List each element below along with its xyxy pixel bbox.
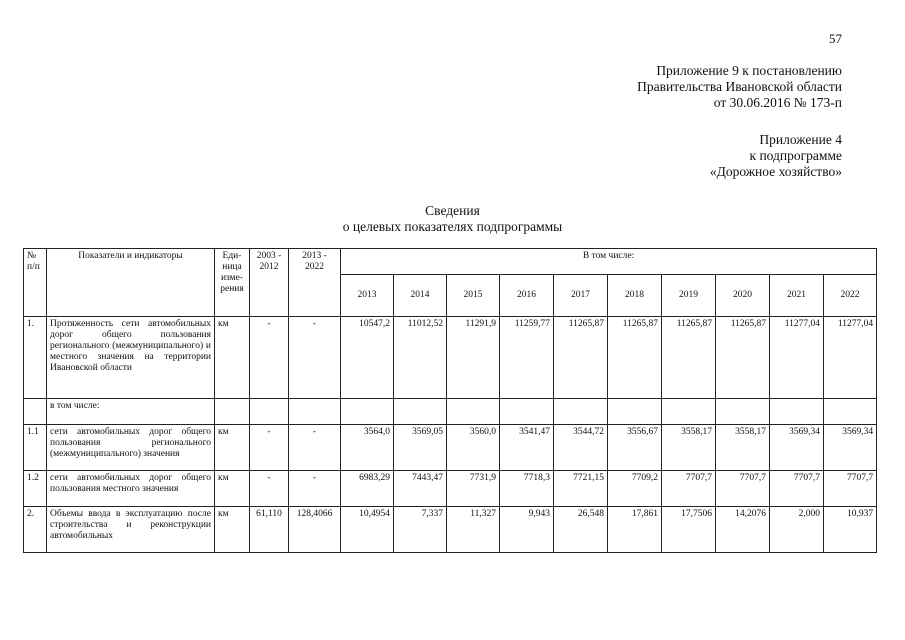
- appendix-line: Правительства Ивановской области: [637, 79, 842, 94]
- year-value-cell: 11265,87: [554, 317, 608, 399]
- title-line: о целевых показателях подпрограммы: [342, 219, 563, 234]
- year-value-cell: 11,327: [447, 507, 500, 553]
- year-value-cell: [500, 399, 554, 425]
- subprogram-line: к подпрограмме: [749, 148, 842, 163]
- unit-cell: км: [215, 507, 250, 553]
- table-row: [24, 471, 877, 507]
- period-2013-2022-cell: [289, 399, 341, 425]
- year-value-cell: 17,7506: [662, 507, 716, 553]
- year-value-cell: 7709,2: [608, 471, 662, 507]
- header-year: 2018: [608, 275, 662, 317]
- year-value-cell: 3541,47: [500, 425, 554, 471]
- year-value-cell: 7721,15: [554, 471, 608, 507]
- header-indicator: Показатели и индикаторы: [47, 249, 215, 317]
- header-unit: Еди-ница изме-рения: [215, 249, 250, 317]
- year-value-cell: [394, 399, 447, 425]
- header-year: 2019: [662, 275, 716, 317]
- year-value-cell: 7443,47: [394, 471, 447, 507]
- header-year: 2017: [554, 275, 608, 317]
- header-year: 2021: [770, 275, 824, 317]
- period-2003-2012-cell: -: [250, 425, 289, 471]
- period-2003-2012-cell: -: [250, 317, 289, 399]
- indicator-name: в том числе:: [47, 399, 215, 425]
- header-year: 2013: [341, 275, 394, 317]
- year-value-cell: 11277,04: [824, 317, 877, 399]
- year-value-cell: 11265,87: [662, 317, 716, 399]
- row-number: 1.1: [24, 425, 47, 471]
- table-row: [24, 317, 877, 399]
- year-value-cell: 3558,17: [716, 425, 770, 471]
- header-year: 2014: [394, 275, 447, 317]
- period-2013-2022-cell: 128,4066: [289, 507, 341, 553]
- unit-cell: [215, 399, 250, 425]
- title-line: Сведения: [425, 203, 480, 218]
- header-year: 2022: [824, 275, 877, 317]
- year-value-cell: 11291,9: [447, 317, 500, 399]
- year-value-cell: 7,337: [394, 507, 447, 553]
- year-value-cell: 14,2076: [716, 507, 770, 553]
- year-value-cell: 3558,17: [662, 425, 716, 471]
- year-value-cell: 9,943: [500, 507, 554, 553]
- year-value-cell: 10547,2: [341, 317, 394, 399]
- year-value-cell: 3569,34: [824, 425, 877, 471]
- year-value-cell: [662, 399, 716, 425]
- year-value-cell: 3544,72: [554, 425, 608, 471]
- header-year: 2020: [716, 275, 770, 317]
- year-value-cell: [447, 399, 500, 425]
- period-2003-2012-cell: [250, 399, 289, 425]
- year-value-cell: 6983,29: [341, 471, 394, 507]
- year-value-cell: 26,548: [554, 507, 608, 553]
- year-value-cell: [824, 399, 877, 425]
- row-number: 1.2: [24, 471, 47, 507]
- table-body: [24, 317, 877, 553]
- year-value-cell: [341, 399, 394, 425]
- year-value-cell: 11265,87: [716, 317, 770, 399]
- year-value-cell: 7707,7: [662, 471, 716, 507]
- row-number: 1.: [24, 317, 47, 399]
- indicators-table: [23, 248, 877, 553]
- year-value-cell: 3560,0: [447, 425, 500, 471]
- table-row: [24, 425, 877, 471]
- document-title: [0, 203, 905, 235]
- period-2003-2012-cell: -: [250, 471, 289, 507]
- subprogram-line: Приложение 4: [759, 132, 842, 147]
- period-2003-2012-cell: 61,110: [250, 507, 289, 553]
- year-value-cell: 11277,04: [770, 317, 824, 399]
- year-value-cell: 3569,34: [770, 425, 824, 471]
- header-num: № п/п: [24, 249, 47, 317]
- unit-cell: км: [215, 425, 250, 471]
- indicator-name: Протяженность сети автомобильных дорог общего пользования регионального (межмуниципального) и местного значения на территории Ивановской области: [47, 317, 215, 399]
- year-value-cell: 3556,67: [608, 425, 662, 471]
- year-value-cell: 7731,9: [447, 471, 500, 507]
- page-number: 57: [829, 31, 842, 46]
- indicator-name: сети автомобильных дорог общего пользования местного значения: [47, 471, 215, 507]
- year-value-cell: [554, 399, 608, 425]
- year-value-cell: 10,937: [824, 507, 877, 553]
- year-value-cell: 11012,52: [394, 317, 447, 399]
- header-period-2003-2012: 2003 - 2012: [250, 249, 289, 317]
- year-value-cell: [608, 399, 662, 425]
- table-row: [24, 399, 877, 425]
- year-value-cell: 17,861: [608, 507, 662, 553]
- header-year: 2015: [447, 275, 500, 317]
- appendix-line: Приложение 9 к постановлению: [656, 63, 842, 78]
- year-value-cell: 11265,87: [608, 317, 662, 399]
- year-value-cell: 7718,3: [500, 471, 554, 507]
- year-value-cell: 7707,7: [824, 471, 877, 507]
- indicator-name: Объемы ввода в эксплуатацию после строительства и реконструкции автомобильных: [47, 507, 215, 553]
- appendix-line: от 30.06.2016 № 173-п: [713, 95, 842, 110]
- period-2013-2022-cell: -: [289, 425, 341, 471]
- appendix-reference: [637, 63, 842, 111]
- unit-cell: км: [215, 317, 250, 399]
- indicator-name: сети автомобильных дорог общего пользования регионального (межмуниципального) значения: [47, 425, 215, 471]
- year-value-cell: 7707,7: [716, 471, 770, 507]
- year-value-cell: 11259,77: [500, 317, 554, 399]
- year-value-cell: 7707,7: [770, 471, 824, 507]
- header-period-2013-2022: 2013 - 2022: [289, 249, 341, 317]
- unit-cell: км: [215, 471, 250, 507]
- year-value-cell: [716, 399, 770, 425]
- year-value-cell: 3564,0: [341, 425, 394, 471]
- year-value-cell: 3569,05: [394, 425, 447, 471]
- subprogram-reference: [710, 132, 842, 180]
- header-year: 2016: [500, 275, 554, 317]
- subprogram-line: «Дорожное хозяйство»: [709, 164, 842, 179]
- row-number: [24, 399, 47, 425]
- year-value-cell: 2,000: [770, 507, 824, 553]
- period-2013-2022-cell: -: [289, 317, 341, 399]
- header-including: В том числе:: [341, 249, 877, 275]
- table-row: [24, 507, 877, 553]
- row-number: 2.: [24, 507, 47, 553]
- year-value-cell: 10,4954: [341, 507, 394, 553]
- year-value-cell: [770, 399, 824, 425]
- period-2013-2022-cell: -: [289, 471, 341, 507]
